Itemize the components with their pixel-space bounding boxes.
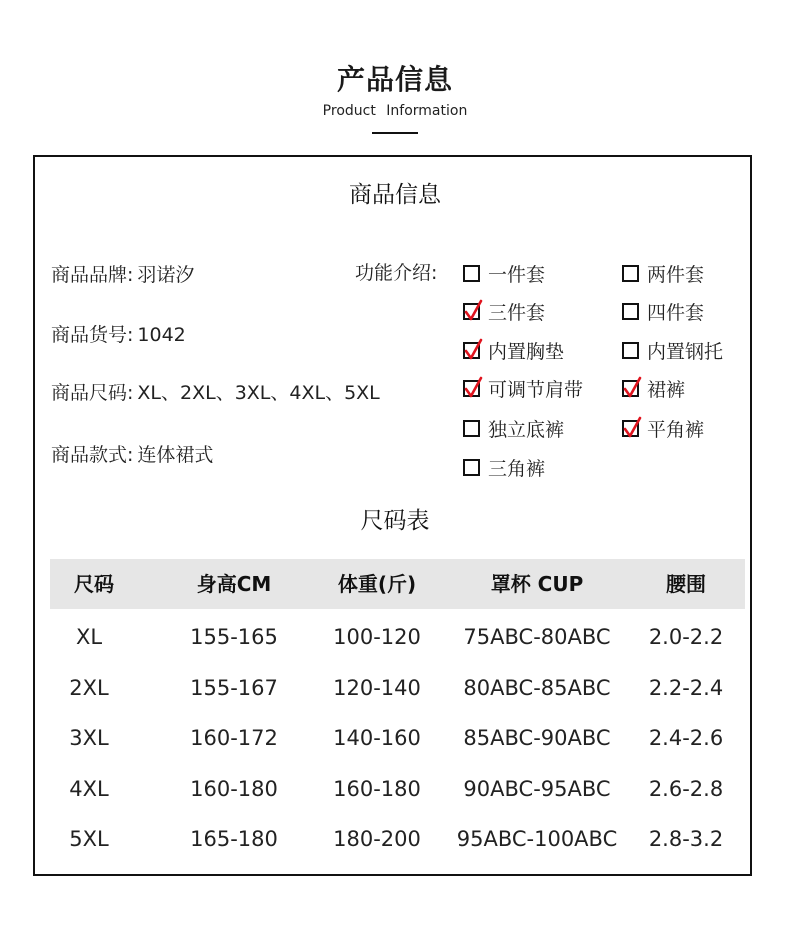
function-option <box>463 454 545 481</box>
brand-field <box>51 260 194 287</box>
check-icon <box>623 376 643 400</box>
function-option-label: 两件套 <box>647 264 705 286</box>
function-option-label: 四件套 <box>647 302 705 324</box>
page-title: 产品信息 <box>336 63 453 96</box>
cell-cup: 75ABC-80ABC <box>463 625 611 649</box>
field-value: 1042 <box>137 324 186 346</box>
check-icon <box>464 299 484 323</box>
cell-waist: 2.2-2.4 <box>648 676 724 700</box>
function-option-label: 三角裤 <box>488 458 546 480</box>
check-icon <box>623 416 643 440</box>
cell-cup: 90ABC-95ABC <box>463 777 611 801</box>
function-option-label: 三件套 <box>488 302 546 324</box>
cell-waist: 2.0-2.2 <box>648 625 724 649</box>
cell-weight: 140-160 <box>333 726 421 750</box>
column-header-height: 身高CM <box>196 572 272 596</box>
size-table-title: 尺码表 <box>360 508 430 534</box>
checkbox <box>463 303 480 320</box>
cell-size: 2XL <box>69 676 109 700</box>
cell-size: 5XL <box>69 827 109 851</box>
checkbox <box>622 265 639 282</box>
function-option-label: 裙裤 <box>647 379 686 401</box>
cell-size: 3XL <box>69 726 109 750</box>
checkbox <box>622 342 639 359</box>
column-header-size: 尺码 <box>74 572 114 596</box>
cell-size: 4XL <box>69 777 109 801</box>
page-subtitle: Product Information <box>322 103 468 119</box>
function-option-label: 平角裤 <box>647 419 705 441</box>
function-option-label: 一件套 <box>488 264 546 286</box>
checkbox <box>463 420 480 437</box>
cell-waist: 2.4-2.6 <box>648 726 724 750</box>
function-option-label: 内置胸垫 <box>488 341 565 363</box>
checkbox <box>463 380 480 397</box>
checkbox <box>463 342 480 359</box>
column-header-weight: 体重(斤) <box>337 572 417 596</box>
field-value: XL、2XL、3XL、4XL、5XL <box>137 382 380 404</box>
cell-height: 155-165 <box>190 625 278 649</box>
field-value: 连体裙式 <box>137 444 214 466</box>
function-option <box>622 415 704 442</box>
field-label: 商品品牌: <box>51 264 134 286</box>
item-number-field <box>51 320 186 347</box>
function-option <box>463 337 564 364</box>
size-field <box>51 378 380 405</box>
function-option-label: 可调节肩带 <box>488 379 584 401</box>
cell-waist: 2.6-2.8 <box>648 777 724 801</box>
style-field <box>51 440 213 467</box>
checkbox <box>463 265 480 282</box>
cell-height: 155-167 <box>190 676 278 700</box>
check-icon <box>464 376 484 400</box>
checkbox <box>622 380 639 397</box>
function-option-label: 独立底裤 <box>488 419 565 441</box>
product-section-title: 商品信息 <box>349 182 441 208</box>
field-label: 商品尺码: <box>51 382 134 404</box>
title-underline <box>372 132 418 134</box>
cell-weight: 160-180 <box>333 777 421 801</box>
check-icon <box>464 338 484 362</box>
cell-cup: 80ABC-85ABC <box>463 676 611 700</box>
cell-waist: 2.8-3.2 <box>648 827 724 851</box>
field-label: 商品货号: <box>51 324 134 346</box>
function-option <box>463 260 545 287</box>
function-label: 功能介绍: <box>355 262 438 284</box>
column-header-cup: 罩杯 CUP <box>490 572 584 596</box>
cell-weight: 100-120 <box>333 625 421 649</box>
checkbox <box>463 459 480 476</box>
function-option <box>463 298 545 325</box>
cell-height: 160-172 <box>190 726 278 750</box>
column-header-waist: 腰围 <box>666 572 706 596</box>
checkbox <box>622 303 639 320</box>
cell-size: XL <box>75 625 103 649</box>
cell-weight: 120-140 <box>333 676 421 700</box>
function-option <box>463 415 564 442</box>
function-option <box>622 260 704 287</box>
checkbox <box>622 420 639 437</box>
cell-height: 165-180 <box>190 827 278 851</box>
function-option <box>622 298 704 325</box>
field-value: 羽诺汐 <box>137 264 195 286</box>
cell-weight: 180-200 <box>333 827 421 851</box>
cell-cup: 95ABC-100ABC <box>456 827 618 851</box>
function-option <box>463 375 583 402</box>
cell-height: 160-180 <box>190 777 278 801</box>
function-option <box>622 375 685 402</box>
function-option-label: 内置钢托 <box>647 341 724 363</box>
field-label: 商品款式: <box>51 444 134 466</box>
cell-cup: 85ABC-90ABC <box>463 726 611 750</box>
function-option <box>622 337 723 364</box>
